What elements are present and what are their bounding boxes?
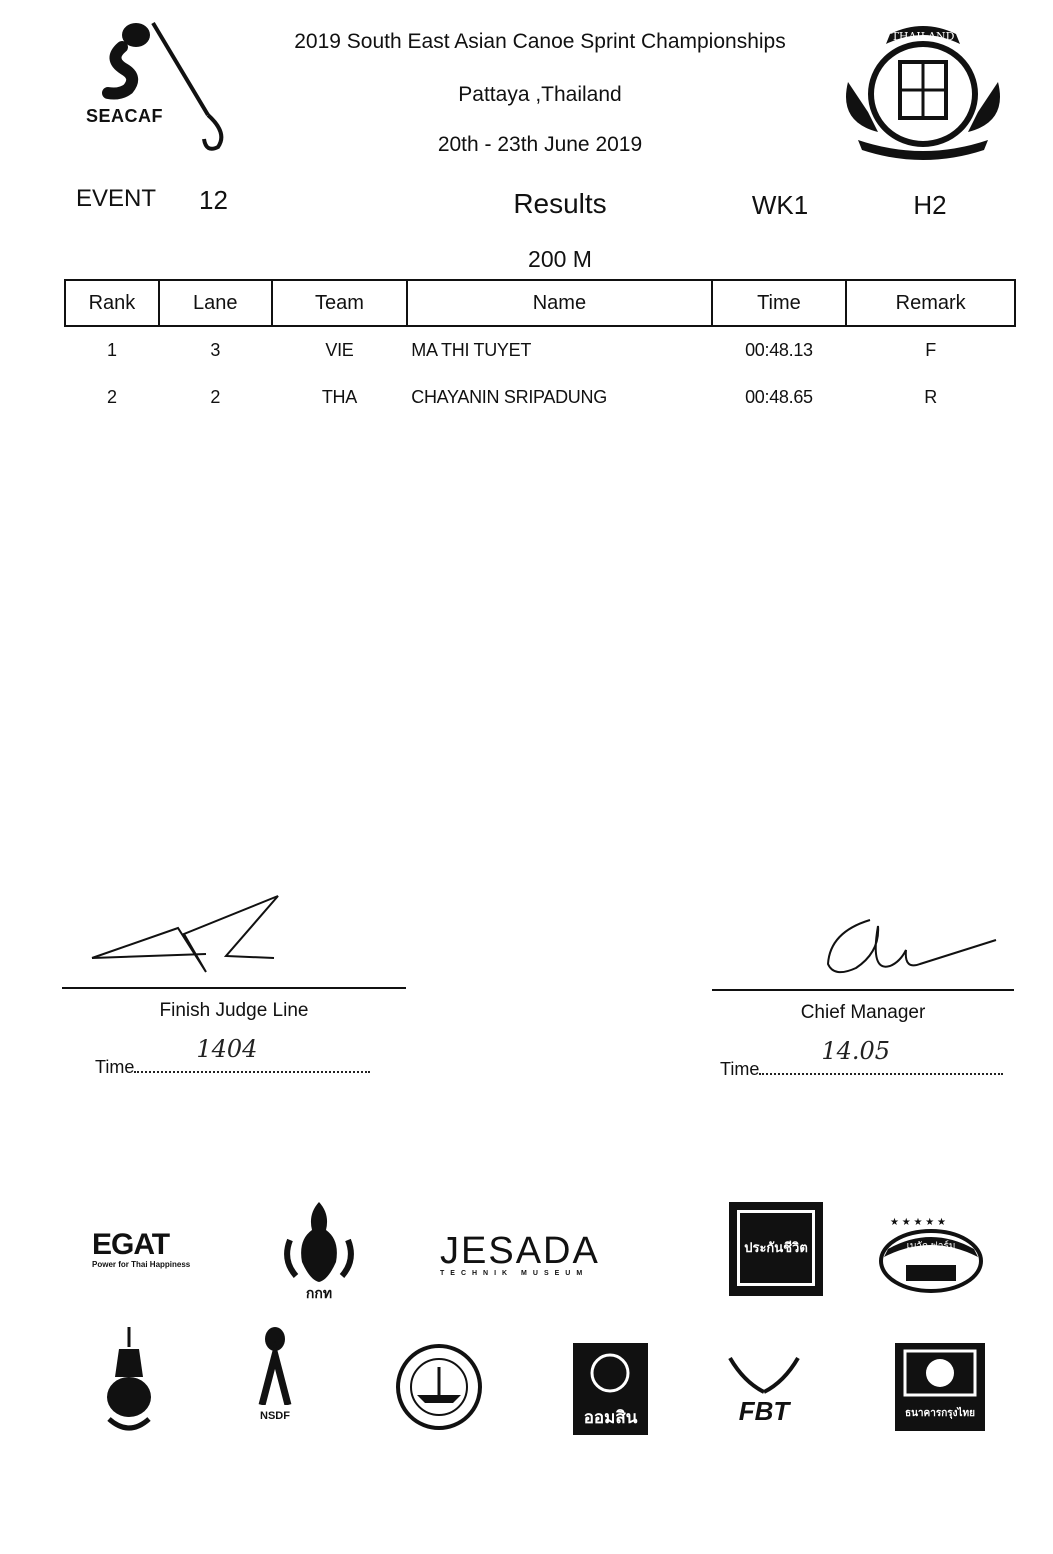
time-cell: 00:48.13 [745,340,813,360]
egat-tagline: Power for Thai Happiness [92,1260,191,1269]
egat-sponsor-logo [92,1230,216,1282]
chief-manager-time-row [720,1037,1003,1080]
event-dates: 20th - 23th June 2019 [437,133,643,156]
ktb-logo-text: ธนาคารกรุงไทย [904,1408,976,1419]
column-header-remark: Remark [846,280,1015,326]
svg-text:★ ★ ★ ★ ★: ★ ★ ★ ★ ★ [890,1217,946,1228]
gsb-seal-icon [573,1343,648,1399]
seacaf-logo-text: SEACAF [86,106,164,126]
time-dotted-line [134,1035,370,1073]
farm-logo-text: เบาัก ฟาร์ม [906,1241,956,1252]
krungthai-bank-logo [895,1343,985,1431]
farm-sponsor-logo [876,1215,986,1300]
chief-time-handwritten: 14.05 [821,1037,891,1065]
time-label: Time [720,1059,760,1079]
results-title: Results [513,188,607,219]
government-savings-bank-logo [573,1343,648,1435]
life-insurance-logo [729,1202,823,1296]
egat-logo-word: EGAT [92,1228,170,1261]
finish-judge-signature-line [62,987,406,989]
time-dotted-line [759,1037,1003,1075]
column-header-team: Team [272,280,408,326]
jesada-logo-word: JESADA [440,1230,600,1272]
fbt-logo [724,1352,804,1424]
finish-judge-signature [88,890,288,980]
championship-title: 2019 South East Asian Canoe Sprint Championships [294,30,786,53]
team-cell: THA [321,387,357,407]
thailand-canoe-association-emblem [838,22,1008,162]
fbt-logo-text: FBT [738,1396,790,1424]
insurance-logo-text: ประกันชีวิต [737,1210,815,1286]
column-header-name: Name [407,280,711,326]
seacaf-logo [78,15,238,155]
ktb-bird-icon [895,1343,985,1401]
port-authority-seal [395,1343,483,1431]
name-cell: MA THI TUYET [411,340,532,360]
event-label: EVENT [76,185,157,212]
finish-judge-time-row [95,1035,370,1078]
royal-navy-emblem [103,1327,155,1439]
lane-cell: 2 [210,387,221,407]
nsdf-logo-text: NSDF [260,1410,290,1422]
lane-cell: 3 [210,340,221,360]
remark-cell: F [925,340,936,360]
results-table [64,279,1016,421]
sports-authority-emblem [278,1200,360,1302]
chief-manager-label: Chief Manager [800,1002,926,1023]
finish-time-handwritten: 1404 [196,1035,258,1063]
table-row [65,374,1015,421]
column-header-rank: Rank [65,280,159,326]
heat-code: H2 [913,190,947,220]
jesada-technik-museum-logo [440,1232,610,1292]
category-code: WK1 [751,190,809,220]
chief-manager-signature [820,912,1000,982]
rank-cell: 1 [107,340,117,360]
column-header-time: Time [712,280,847,326]
event-location: Pattaya ,Thailand [458,83,622,106]
nsdf-logo [240,1325,310,1437]
column-header-lane: Lane [159,280,272,326]
time-label: Time [95,1057,135,1077]
gsb-logo-text: ออมสิน [583,1408,638,1427]
jesada-logo-subtitle: TECHNIK MUSEUM [440,1270,589,1277]
time-cell: 00:48.65 [745,387,813,407]
team-cell: VIE [325,340,354,360]
kkt-logo-text: กกท [305,1285,333,1301]
name-cell: CHAYANIN SRIPADUNG [411,387,607,407]
event-number: 12 [199,185,228,215]
chief-manager-signature-line [712,989,1014,991]
rank-cell: 2 [107,387,117,407]
table-header-row [65,280,1015,326]
finish-judge-label: Finish Judge Line [159,1000,309,1021]
emblem-banner-text: THAILAND [891,30,955,43]
nsdf-torch-icon [240,1325,310,1405]
race-distance: 200 M [528,246,592,272]
table-row [65,326,1015,374]
remark-cell: R [924,387,937,407]
